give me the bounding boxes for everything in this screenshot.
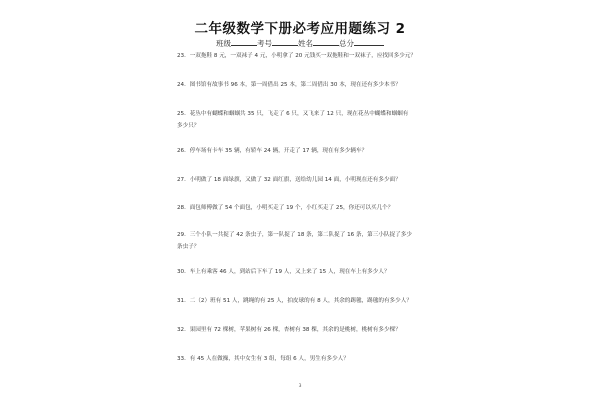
question-text: 31．二（2）班有 51 人，跳绳的有 25 人，拍皮球的有 8 人，其余的踢毽，踢毽的有多少人？ xyxy=(177,298,412,304)
worksheet-title: 二年级数学下册必考应用题练习 2 xyxy=(194,21,406,37)
question-33 xyxy=(177,353,439,365)
question-text: 25．花丛中有蝴蝶和蝈蝈共 35 只，飞走了 6 只，又飞来了 12 只，现在花丛中蝴蝶和蝈蝈有 xyxy=(177,111,409,117)
question-text: 24．图书馆有故事书 96 本，第一周借出 25 本，第二周借出 30 本，现在还有多少本书？ xyxy=(177,82,401,88)
question-text: 32．果园里有 72 棵树，苹果树有 26 棵，杏树有 38 棵，其余的是桃树，桃树有多少棵？ xyxy=(177,327,401,333)
question-30 xyxy=(177,266,439,278)
question-31 xyxy=(177,295,439,307)
score-blank xyxy=(354,39,384,46)
question-text: 23．一双拖鞋 8 元，一双袜子 4 元，小明拿了 20 元钱买一双拖鞋和一双袜子，应找回多少元？ xyxy=(177,53,416,59)
question-25 xyxy=(177,108,439,132)
question-text: 27．小明做了 18 面绿旗，又做了 32 面红旗，送给幼儿园 14 面，小明现在还有多少面？ xyxy=(177,177,401,183)
question-27 xyxy=(177,174,439,186)
question-23 xyxy=(177,50,439,62)
number-blank xyxy=(272,39,298,46)
question-text: 30．车上有乘客 46 人，到站后下车了 19 人，又上来了 15 人，现在车上有多少人？ xyxy=(177,269,390,275)
question-text: 33．有 45 人在做操，其中女生有 3 组，每组 6 人，男生有多少人？ xyxy=(177,356,349,362)
question-32 xyxy=(177,324,439,336)
student-info-row xyxy=(0,38,600,49)
question-26 xyxy=(177,145,439,157)
class-blank xyxy=(231,39,257,46)
name-blank xyxy=(313,39,339,46)
question-text: 29．三个小队一共捉了 42 条虫子，第一队捉了 18 条，第二队捉了 16 条，第三小队捉了多少 xyxy=(177,232,412,238)
name-label: 姓名 xyxy=(298,39,313,48)
number-label: 考号 xyxy=(257,39,272,48)
class-label: 班级 xyxy=(216,39,231,48)
question-text-continued: 条虫子？ xyxy=(177,244,200,250)
question-28 xyxy=(177,202,439,214)
page-number: 3 xyxy=(298,384,302,389)
question-text-continued: 多少只？ xyxy=(177,123,200,129)
question-24 xyxy=(177,79,439,91)
question-text: 26．停车场有卡车 35 辆，有轿车 24 辆，开走了 17 辆，现在有多少辆车？ xyxy=(177,148,368,154)
question-text: 28．面包师傅做了 54 个面包，小明买走了 19 个，小红买走了 25，你还可以买几个？ xyxy=(177,205,394,211)
question-29 xyxy=(177,229,439,253)
score-label: 总分 xyxy=(339,39,354,48)
